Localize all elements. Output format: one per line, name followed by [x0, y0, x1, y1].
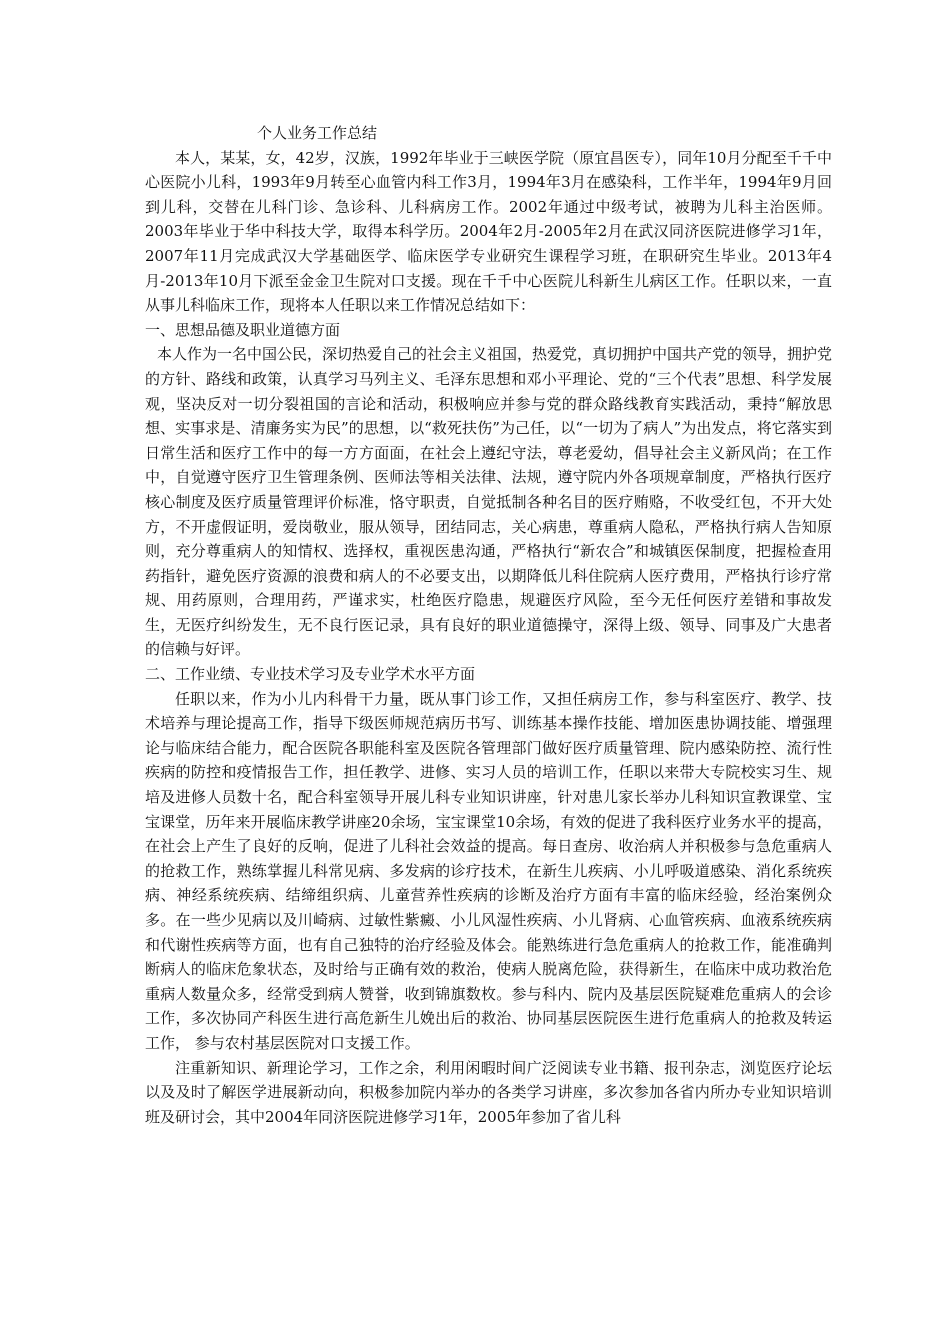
intro-paragraph: 本人，某某，女，42岁，汉族，1992年毕业于三峡医学院（原宜昌医专），同年10月分配至千千中心医院小儿科，1993年9月转至心血管内科工作3月，1994年3月在感染科，工作半年，1994年9月回到儿科，交替在儿科门诊、急诊科、儿科病房工作。2002年通过中级考试，被聘为儿科主治医师。2003年毕业于华中科技大学，取得本科学历。2004年2月-2005年2月在武汉同济医院进修学习1年，2007年11月完成武汉大学基础医学、临床医学专业研究生课程学习班，在职研究生毕业。2013年4月-2013年10月下派至金金卫生院对口支援。现在千千中心医院儿科新生儿病区工作。任职以来，一直从事儿科临床工作，现将本人任职以来工作情况总结如下： — [145, 148, 832, 315]
section2-paragraph-2: 注重新知识、新理论学习，工作之余，利用闲暇时间广泛阅读专业书籍、报刊杂志，浏览医疗论坛以及及时了解医学进展新动向，积极参加院内举办的各类学习讲座，多次参加各省内所办专业知识培训班及研讨会，其中2004年同济医院进修学习1年，2005年参加了省儿科 — [145, 1058, 832, 1126]
section1-paragraph: 本人作为一名中国公民，深切热爱自己的社会主义祖国，热爱党，真切拥护中国共产党的领导，拥护党的方针、路线和政策，认真学习马列主义、毛泽东思想和邓小平理论、党的“三个代表”思想、科学发展观，坚决反对一切分裂祖国的言论和活动，积极响应并参与党的群众路线教育实践活动，秉持“解放思想、实事求是、清廉务实为民”的思想，以“救死扶伤”为己任，以“一切为了病人”为出发点，将它落实到日常生活和医疗工作中的每一方方面面，在社会上遵纪守法，尊老爱幼，倡导社会主义新风尚；在工作中，自觉遵守医疗卫生管理条例、医师法等相关法律、法规，遵守院内外各项规章制度，严格执行医疗核心制度及医疗质量管理评价标准，恪守职责，自觉抵制各种名目的医疗贿赂，不收受红包，不开大处方，不开虚假证明，爱岗敬业，服从领导，团结同志，关心病患，尊重病人隐私，严格执行病人告知原则，充分尊重病人的知情权、选择权，重视医患沟通，严格执行“新农合”和城镇医保制度，把握检查用药指针，避免医疗资源的浪费和病人的不必要支出，以期降低儿科住院病人医疗费用，严格执行诊疗常规、用药原则，合理用药，严谨求实，杜绝医疗隐患，规避医疗风险，至今无任何医疗差错和事故发生，无医疗纠纷发生，无不良行医记录，具有良好的职业道德操守，深得上级、领导、同事及广大患者的信赖与好评。 — [145, 345, 833, 659]
section2-heading: 二、工作业绩、专业技术学习及专业学术水平方面 — [145, 665, 476, 684]
document-title: 个人业务工作总结 — [257, 124, 378, 142]
section1-heading: 一、思想品德及职业道德方面 — [145, 320, 341, 339]
section2-paragraph-1: 任职以来，作为小儿内科骨干力量，既从事门诊工作，又担任病房工作，参与科室医疗、教学、技术培养与理论提高工作，指导下级医师规范病历书写、训练基本操作技能、增加医患协调技能、增强理论与临床结合能力，配合医院各职能科室及医院各管理部门做好医疗质量管理、院内感染防控、流行性疾病的防控和疫情报告工作，担任教学、进修、实习人员的培训工作，任职以来带大专院校实习生、规培及进修人员数十名，配合科室领导开展儿科专业知识讲座，针对患儿家长举办儿科知识宣教课堂、宝宝课堂，历年来开展临床教学讲座20余场，宝宝课堂10余场，有效的促进了我科医疗业务水平的提高，在社会上产生了良好的反响，促进了儿科社会效益的提高。每日查房、收治病人并积极参与急危重病人的抢救工作，熟练掌握儿科常见病、多发病的诊疗技术，在新生儿疾病、小儿呼吸道感染、消化系统疾病、神经系统疾病、结缔组织病、儿童营养性疾病的诊断及治疗方面有丰富的临床经验，经治案例众多。在一些少见病以及川崎病、过敏性紫癜、小儿风湿性疾病、小儿肾病、心血管疾病、血液系统疾病和代谢性疾病等方面，也有自己独特的治疗经验及体会。能熟练进行急危重病人的抢救工作，能准确判断病人的临床危象状态，及时给与正确有效的救治，使病人脱离危险，获得新生，在临床中成功救治危重病人数量众多，经常受到病人赞誉，收到锦旗数枚。参与科内、院内及基层医院疑难危重病人的会诊工作，多次协同产科医生进行高危新生儿娩出后的救治、协同基层医院医生进行危重病人的抢救及转运工作， 参与农村基层医院对口支援工作。 — [145, 689, 832, 1052]
